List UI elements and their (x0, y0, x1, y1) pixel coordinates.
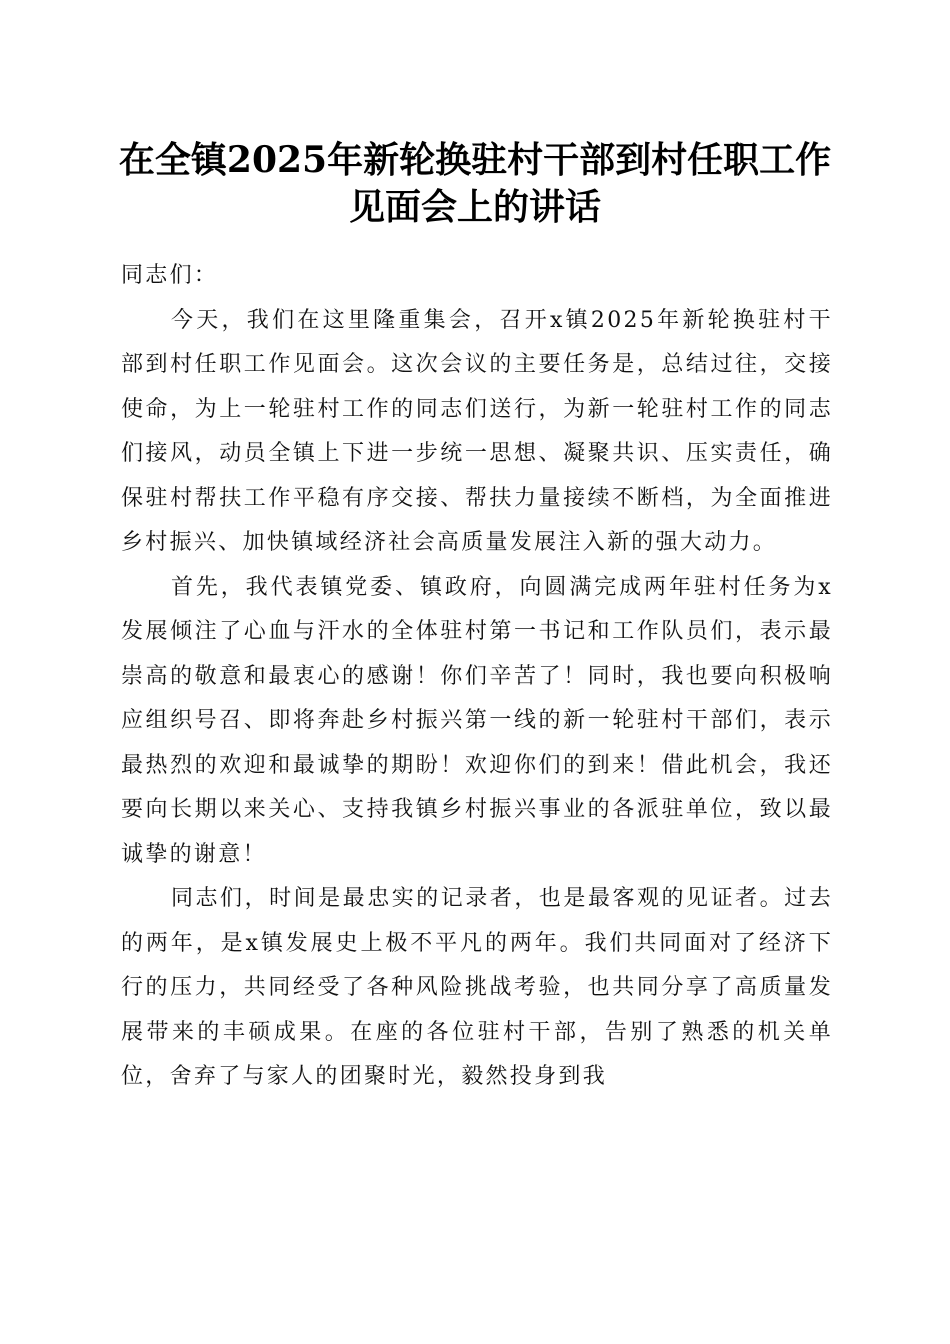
document-body (121, 254, 833, 1100)
document-title-line-2: 见面会上的讲话 (348, 186, 601, 228)
paragraph-2: 首先，我代表镇党委、镇政府，向圆满完成两年驻村任务为x发展倾注了心血与汗水的全体驻村第一书记和工作队员们，表示最崇高的敬意和最衷心的感谢！你们辛苦了！同时，我也要向积极响应组织号召、即将奔赴乡村振兴第一线的新一轮驻村干部们，表示最热烈的欢迎和最诚挚的期盼！欢迎你们的到来！借此机会，我还要向长期以来关心、支持我镇乡村振兴事业的各派驻单位，致以最诚挚的谢意！ (121, 574, 833, 867)
document-title-line-1: 在全镇2025年新轮换驻村干部到村任职工作 (118, 139, 832, 181)
salutation: 同志们： (121, 263, 219, 288)
paragraph-3: 同志们，时间是最忠实的记录者，也是最客观的见证者。过去的两年，是x镇发展史上极不平凡的两年。我们共同面对了经济下行的压力，共同经受了各种风险挑战考验，也共同分享了高质量发展带来的丰硕成果。在座的各位驻村干部，告别了熟悉的机关单位，舍弃了与家人的团聚时光，毅然投身到我 (121, 886, 833, 1089)
paragraph-1: 今天，我们在这里隆重集会，召开x镇2025年新轮换驻村干部到村任职工作见面会。这次会议的主要任务是，总结过往，交接使命，为上一轮驻村工作的同志们送行，为新一轮驻村工作的同志们接风，动员全镇上下进一步统一思想、凝聚共识、压实责任，确保驻村帮扶工作平稳有序交接、帮扶力量接续不断档，为全面推进乡村振兴、加快镇域经济社会高质量发展注入新的强大动力。 (121, 307, 833, 555)
